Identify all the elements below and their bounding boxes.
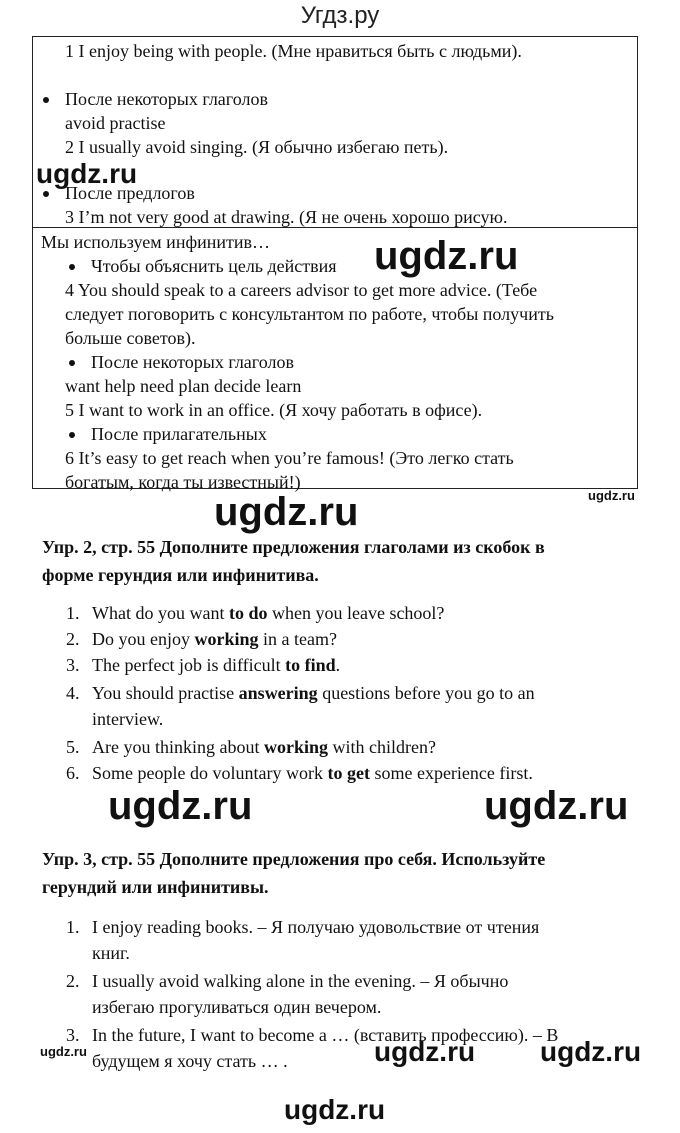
item-text: I usually avoid walking alone in the evening. – Я обычно [92,971,509,991]
item-answer: working [263,737,328,757]
item-text: interview. [92,709,164,729]
item-number: 2. [66,629,80,649]
item-text: The perfect job is difficult [92,655,286,675]
item-text: книг. [92,943,130,963]
rule-example-4b: следует поговорить с консультантом по работе, чтобы получить [65,304,554,324]
rule-verb-list-2: want help need plan decide learn [65,376,302,396]
watermark: ugdz.ru [108,784,253,828]
watermark: ugdz.ru [588,488,635,503]
item-text: when you leave school? [267,603,445,623]
item-text: Do you enjoy [92,629,195,649]
rule-example-3: 3 I’m not very good at drawing. (Я не очень хорошо рисую. [65,207,508,227]
item-number: 3. [66,1025,80,1045]
watermark: ugdz.ru [40,1044,87,1059]
item-text: What do you want [92,603,229,623]
item-text: будущем я хочу стать … . [92,1051,288,1071]
rule-example-6b: богатым, когда ты известный!) [65,472,301,492]
item-answer: to do [228,603,268,623]
watermark: ugdz.ru [214,490,359,534]
item-text: in a team? [258,629,337,649]
item-text: . [335,655,341,675]
exercise-2-heading-line2: форме герундия или инфинитива. [42,565,319,585]
watermark: ugdz.ru [484,784,629,828]
rule-verb-list: avoid practise [65,113,166,133]
watermark: ugdz.ru [374,1036,476,1067]
item-text: some experience first. [369,763,533,783]
item-text: In the future, I want to become a … (вставить профессию). – В [92,1025,559,1045]
site-title: Угдз.ру [300,2,380,29]
item-number: 6. [66,763,80,783]
rule-bullet-adjectives: После прилагательных [91,424,267,444]
item-text: избегаю прогуливаться один вечером. [92,997,382,1017]
infinitive-rules-box [32,227,638,492]
gerund-rules-box [32,36,638,228]
watermark: ugdz.ru [284,1094,386,1125]
infinitive-intro: Мы используем инфинитив… [41,232,271,252]
item-answer: to find [285,655,336,675]
rule-example-2: 2 I usually avoid singing. (Я обычно избегаю петь). [65,137,449,157]
item-number: 4. [66,683,80,703]
exercise-2-heading-line1: Упр. 2, стр. 55 Дополните предложения глаголами из скобок в [42,537,545,557]
item-text: with children? [328,737,436,757]
rule-bullet-verbs: После некоторых глаголов [65,89,268,109]
item-number: 3. [66,655,80,675]
watermark: ugdz.ru [540,1036,642,1067]
rule-example-6a: 6 It’s easy to get reach when you’re famous! (Это легко стать [65,448,514,468]
rule-bullet-prepositions: После предлогов [65,183,195,203]
rule-example-4c: больше советов). [65,328,196,348]
item-text: Some people do voluntary work [92,763,328,783]
item-number: 5. [66,737,80,757]
rule-bullet-purpose: Чтобы объяснить цель действия [91,256,337,276]
rule-example-1: 1 I enjoy being with people. (Мне нравиться быть с людьми). [65,41,522,61]
exercise-3-heading-line1: Упр. 3, стр. 55 Дополните предложения про себя. Используйте [42,849,546,869]
item-number: 1. [66,603,80,623]
item-answer: working [194,629,259,649]
exercise-3-heading-line2: герундий или инфинитивы. [42,877,269,897]
item-text: questions before you go to an [317,683,535,703]
watermark: ugdz.ru [374,234,519,278]
item-answer: answering [238,683,318,703]
rule-example-5: 5 I want to work in an office. (Я хочу работать в офисе). [65,400,483,420]
rule-bullet-verbs-2: После некоторых глаголов [91,352,294,372]
item-text: Are you thinking about [92,737,264,757]
item-text: I enjoy reading books. – Я получаю удовольствие от чтения [92,917,540,937]
item-number: 1. [66,917,80,937]
item-number: 2. [66,971,80,991]
rule-example-4a: 4 You should speak to a careers advisor to get more advice. (Тебе [65,280,538,300]
item-answer: to get [327,763,370,783]
item-text: You should practise [92,683,239,703]
watermark: ugdz.ru [36,158,138,189]
